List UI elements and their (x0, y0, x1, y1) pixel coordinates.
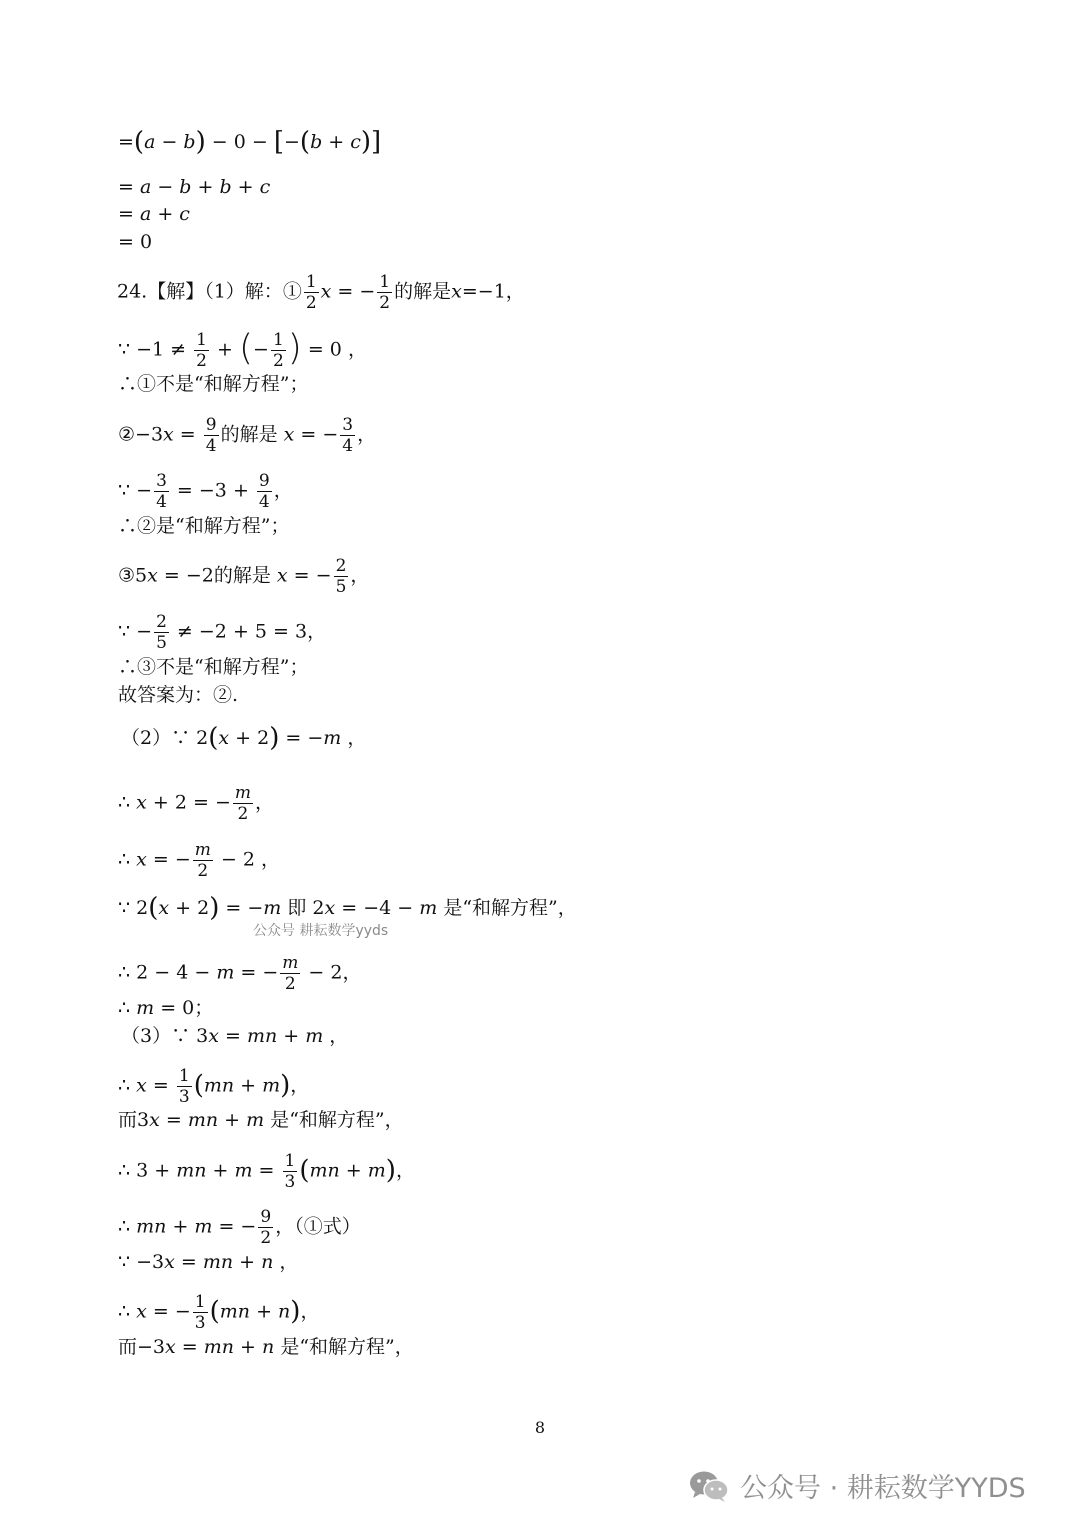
bottom-watermark (688, 1466, 1026, 1505)
problem-24-header: 24.【解】（1）解：① $\frac{1}{2}$ x = − $\frac{1}{2}$ 的解是x=−1， (117, 272, 525, 313)
problem-label: 24.【解】（1）解： (117, 280, 283, 303)
derivation-line: =(a − b) − 0 − [−(b + c)] (118, 127, 382, 157)
derivation-line: ∴ 2 − 4 − m = − $\frac{m}{2}$ − 2， (118, 953, 362, 994)
conclusion-line: ∴①不是“和解方程”； (118, 373, 309, 395)
derivation-line: ∴ mn + m = − $\frac{9}{2}$ ，（①式） (118, 1207, 361, 1248)
derivation-line: = a − b + b + c (118, 176, 271, 198)
derivation-line: = 0 (118, 231, 153, 253)
derivation-line: ∴ x = − $\frac{m}{2}$ − 2 ， (118, 840, 281, 881)
derivation-line: ∵ 2(x + 2) = −m 即 2x = −4 − m 是“和解方程”， (118, 893, 577, 923)
derivation-line: ∴ x = − $\frac{1}{3}$ (mn + n)， (118, 1292, 320, 1333)
derivation-line: ∴ x + 2 = − $\frac{m}{2}$ ， (118, 783, 275, 824)
conclusion-line: ∴③不是“和解方程”； (118, 656, 309, 678)
inline-watermark: 公众号 耕耘数学yyds (253, 923, 389, 939)
case-3-line: ③5x = −2的解是 x = − $\frac{2}{5}$ ， (118, 556, 370, 597)
derivation-line: ∵ −3x = mn + n ， (118, 1251, 299, 1273)
watermark-text: 公众号 · 耕耘数学YYDS (740, 1473, 1026, 1504)
case-2-line: ②−3x = $\frac{9}{4}$ 的解是 x = − $\frac{3}{4}$ ， (118, 415, 377, 456)
derivation-line: 而−3x = mn + n 是“和解方程”， (118, 1336, 414, 1358)
because-line: ∵ − $\frac{2}{5}$ ≠ −2 + 5 = 3， (118, 612, 327, 653)
page-number: 8 (534, 1418, 546, 1437)
because-line: ∵ −1 ≠ $\frac{1}{2}$ + (− $\frac{1}{2}$ ) = 0 ， (118, 327, 367, 371)
wechat-icon (688, 1469, 730, 1503)
conclusion-line: ∴②是“和解方程”； (118, 515, 290, 537)
result-line: ∴ m = 0； (118, 997, 214, 1019)
part-3-line: （3）∵ 3x = mn + m ， (121, 1025, 349, 1047)
derivation-line: = a + c (118, 203, 190, 225)
derivation-line: ∴ x = $\frac{1}{3}$ (mn + m)， (118, 1066, 310, 1107)
derivation-line: 而3x = mn + m 是“和解方程”， (118, 1109, 404, 1131)
derivation-line: ∴ 3 + mn + m = $\frac{1}{3}$ (mn + m)， (118, 1151, 415, 1192)
answer-line: 故答案为：②. (118, 684, 239, 706)
because-line: ∵ − $\frac{3}{4}$ = −3 + $\frac{9}{4}$ ， (118, 471, 293, 512)
part-2-line: （2）∵ 2(x + 2) = −m ， (121, 723, 367, 753)
